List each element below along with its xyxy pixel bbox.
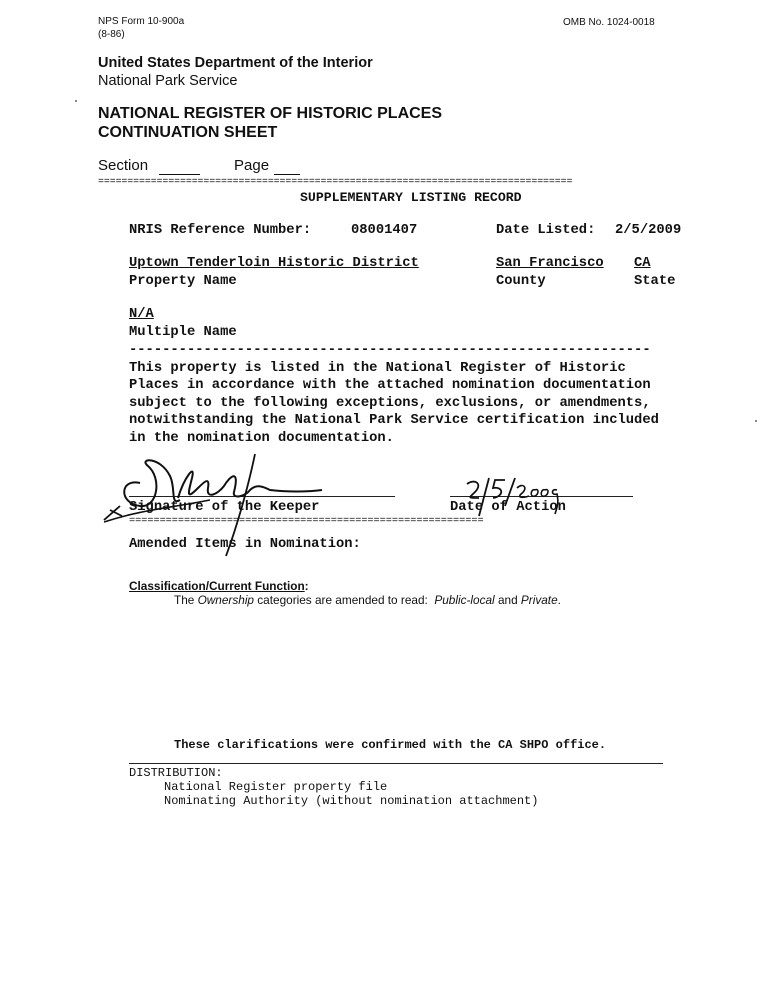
clarification-note: These clarifications were confirmed with the CA SHPO office. [174,738,607,752]
scan-speck [755,420,757,422]
page-blank [274,174,300,175]
department-name: United States Department of the Interior [98,55,373,71]
county-label: County [496,274,546,289]
property-name-label: Property Name [129,274,237,289]
state-value: CA [634,256,651,271]
amendment-public-local: Public-local [434,593,495,607]
nris-label: NRIS Reference Number: [129,223,312,238]
statement-line: subject to the following exceptions, exclusions, or amendments, [129,396,651,411]
distribution-label: DISTRIBUTION: [129,766,223,780]
statement-line: This property is listed in the National Register of Historic [129,361,626,376]
form-date: (8-86) [98,29,125,40]
amendment-heading [129,579,309,593]
multiple-name-value: N/A [129,307,154,322]
amended-items-label: Amended Items in Nomination: [129,537,361,552]
form-title-line2: CONTINUATION SHEET [98,124,278,141]
amendment-text-part: and [494,593,521,607]
double-separator-top: ================================================================================= [98,176,573,187]
amendment-ownership: Ownership [197,593,254,607]
amendment-text-part: categories are amended to read: [254,593,435,607]
date-listed-label: Date Listed: [496,223,596,238]
form-number: NPS Form 10-900a [98,16,185,27]
distribution-item: Nominating Authority (without nomination attachment) [164,794,539,808]
statement-line: Places in accordance with the attached nomination documentation [129,378,651,393]
county-value: San Francisco [496,256,604,271]
section-label: Section [98,157,149,174]
double-separator-middle: ========================================================== [129,516,484,527]
dash-rule: --------------------------------------------------------------- [129,343,651,358]
section-blank [159,174,200,175]
record-heading: SUPPLEMENTARY LISTING RECORD [300,190,522,205]
date-of-action-label: Date of Action [450,500,566,515]
amendment-heading-text: Classification/Current Function [129,579,305,593]
signature-label: Signature of the Keeper [129,500,320,515]
statement-line: notwithstanding the National Park Service certification included [129,413,659,428]
amendment-heading-colon: : [304,579,309,593]
amendment-text-part: The [174,593,198,607]
distribution-item: National Register property file [164,780,388,794]
date-listed-value: 2/5/2009 [615,223,682,238]
state-label: State [634,274,676,289]
form-title-line1: NATIONAL REGISTER OF HISTORIC PLACES [98,105,443,122]
property-name: Uptown Tenderloin Historic District [129,256,419,271]
page-label: Page [234,157,270,174]
scan-speck [75,100,77,102]
nris-value: 08001407 [351,223,418,238]
omb-number: OMB No. 1024-0018 [563,17,655,28]
distribution-rule [129,763,663,764]
amendment-private: Private [520,593,558,607]
multiple-name-label: Multiple Name [129,325,237,340]
amendment-text [174,593,561,607]
statement-line: in the nomination documentation. [129,431,394,446]
agency-name: National Park Service [98,73,238,89]
amendment-text-part: . [557,593,561,607]
